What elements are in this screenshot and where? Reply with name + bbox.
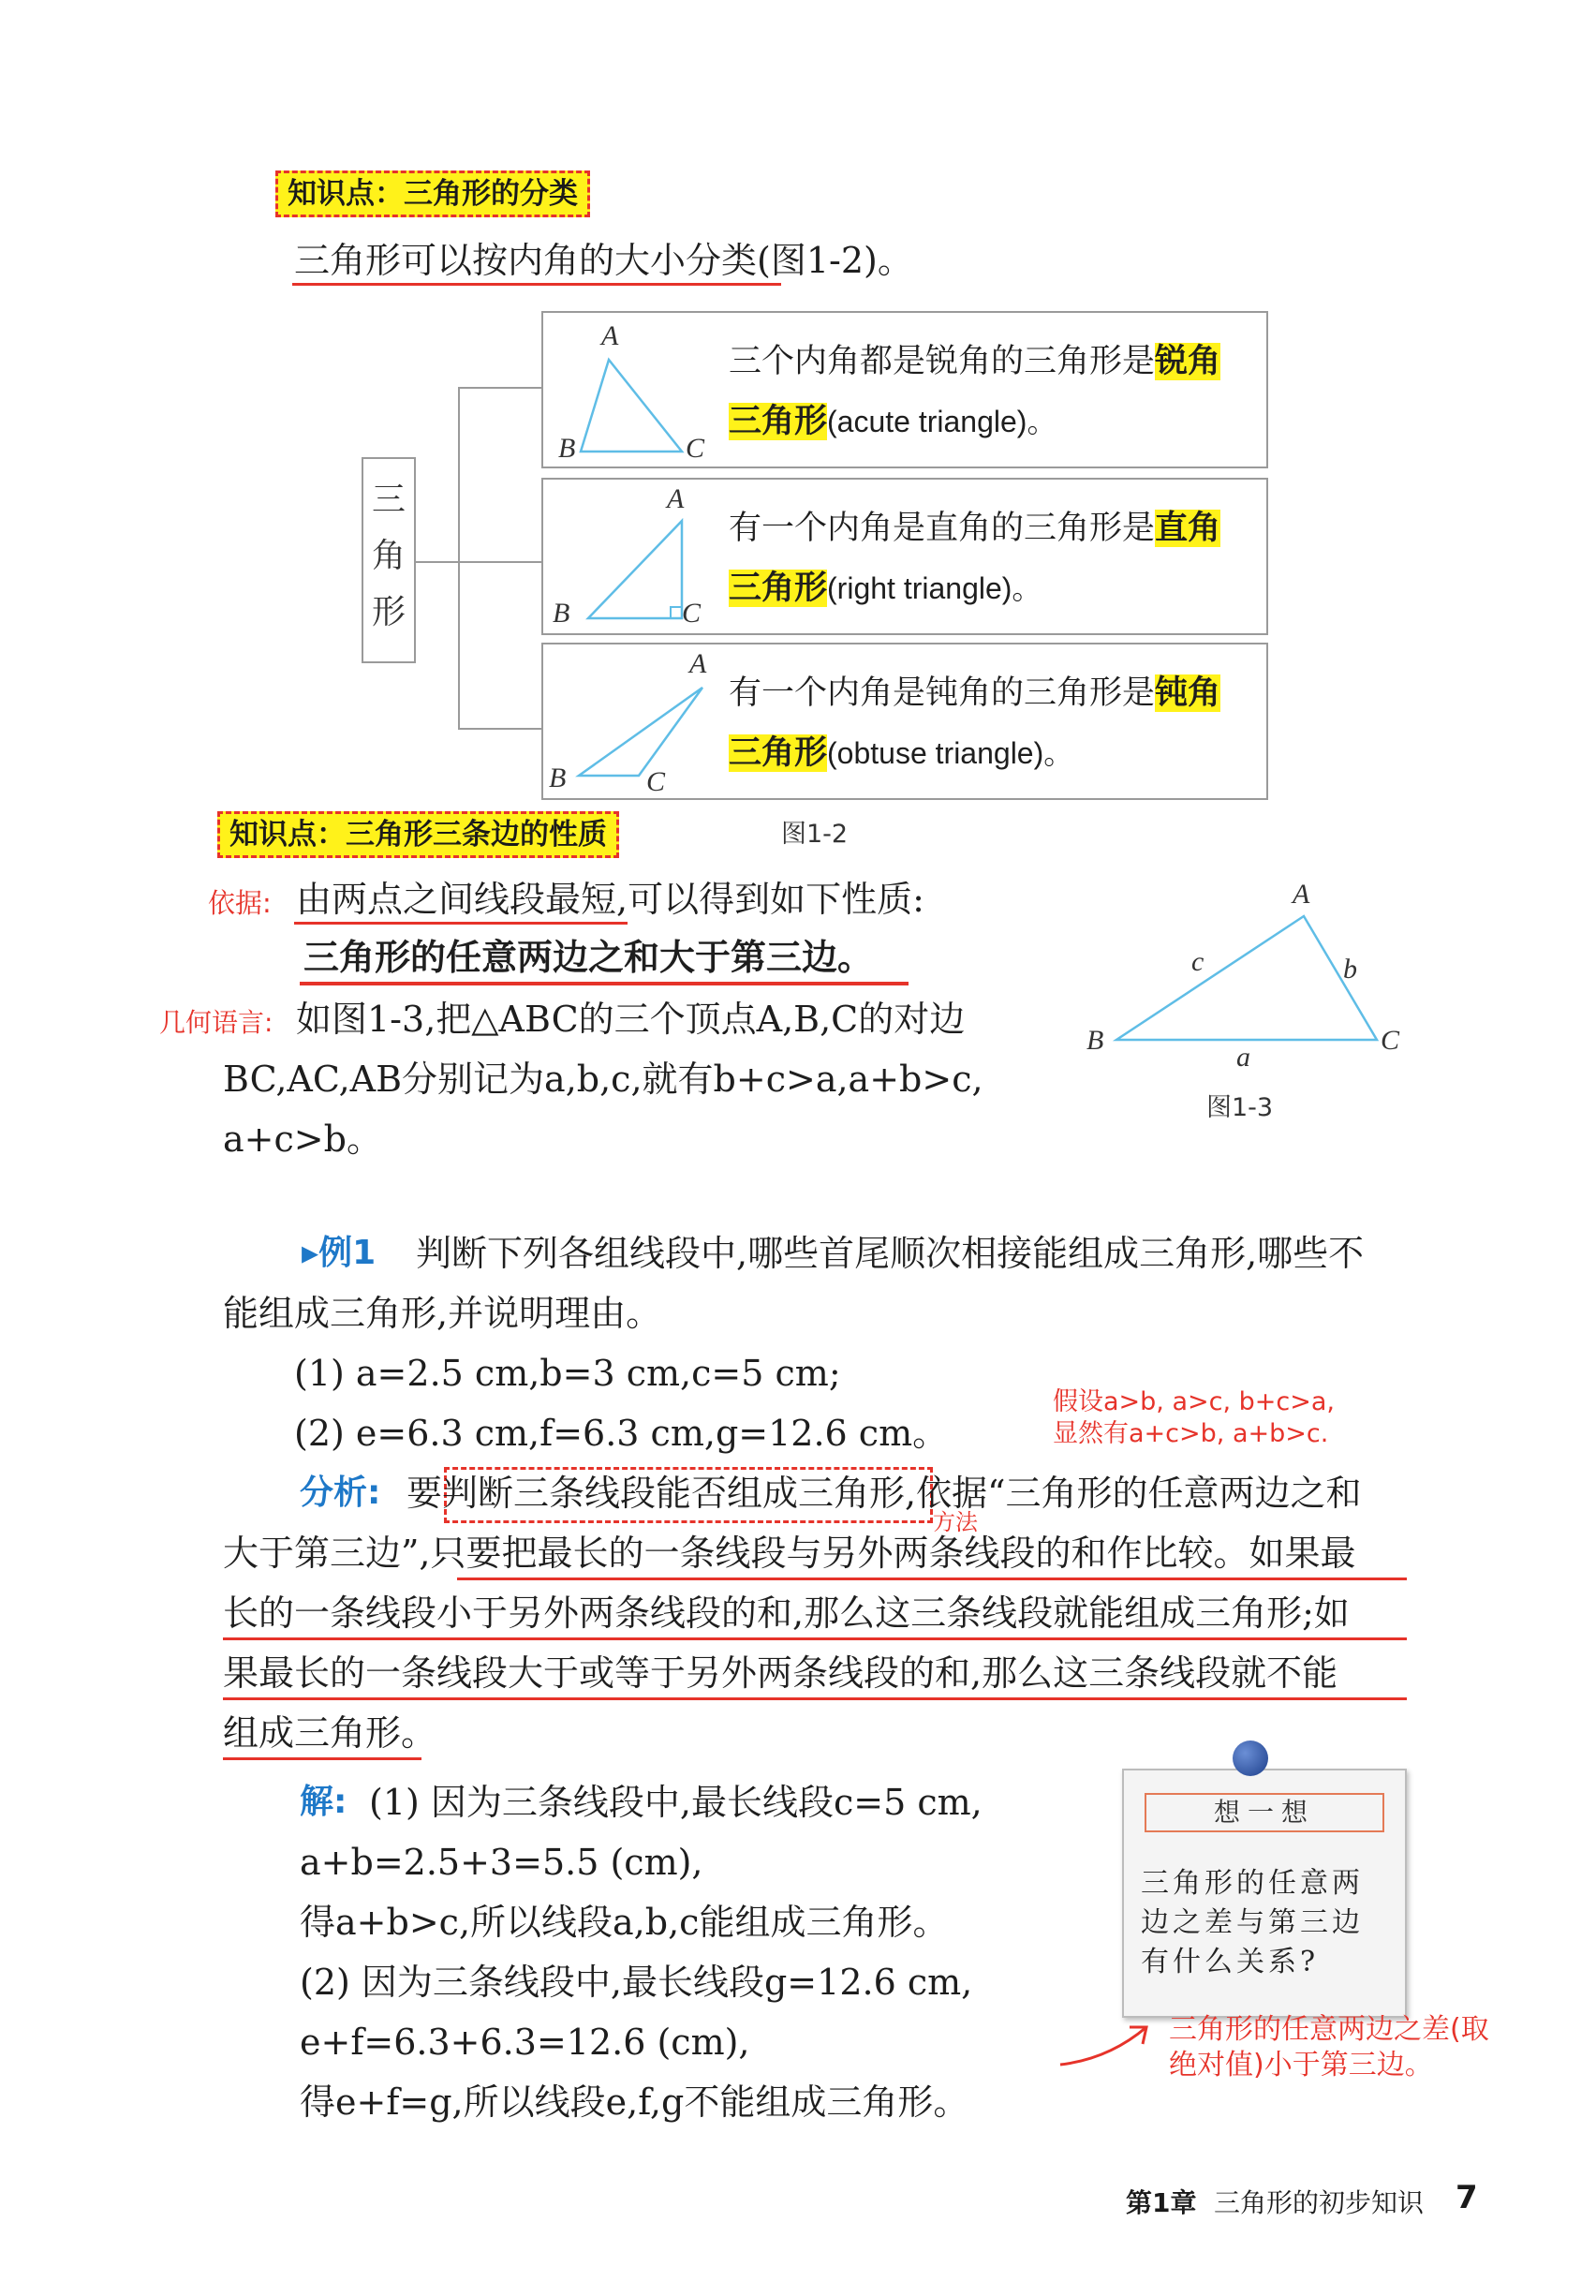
example-item-2: (2) e=6.3 cm,f=6.3 cm,g=12.6 cm。 bbox=[294, 1413, 949, 1454]
obtuse-vertex-b: B bbox=[549, 763, 567, 793]
analysis-line-3: 长的一条线段小于另外两条线段的和,那么这三条线段就能组成三角形;如 bbox=[223, 1592, 1350, 1634]
solution-line-1: (1) 因为三条线段中,最长线段c=5 cm, bbox=[369, 1782, 983, 1823]
solution-line-4: (2) 因为三条线段中,最长线段g=12.6 cm, bbox=[300, 1962, 973, 2003]
knowledge-point-classification: 知识点：三角形的分类 bbox=[275, 170, 590, 217]
tree-char-1: 三 bbox=[371, 481, 406, 519]
right-definition: 有一个内角是直角的三角形是 bbox=[729, 510, 1156, 547]
think-note-body: 三角形的任意两边之差与第三边有什么关系? bbox=[1141, 1867, 1364, 1978]
note-assume-2: 显然有a+c>b, a+b>c. bbox=[1053, 1419, 1329, 1448]
analysis-underline-4 bbox=[223, 1697, 1407, 1700]
analysis-tag: 分析: bbox=[300, 1474, 381, 1512]
analysis-underline-5 bbox=[223, 1757, 421, 1760]
obtuse-term-1: 钝角 bbox=[1155, 674, 1221, 712]
intro-underline bbox=[292, 283, 781, 286]
geometry-line-2: BC,AC,AB分别记为a,b,c,就有b+c>a,a+b>c, bbox=[223, 1059, 983, 1100]
basis-underline bbox=[294, 922, 628, 925]
acute-definition: 三个内角都是锐角的三角形是 bbox=[729, 343, 1156, 380]
figure-1-3-caption: 图1-3 bbox=[1206, 1093, 1274, 1122]
right-triangle-figure bbox=[581, 513, 693, 626]
think-note-title: 想一想 bbox=[1145, 1793, 1384, 1832]
obtuse-vertex-c: C bbox=[646, 766, 666, 797]
theorem-statement: 三角形的任意两边之和大于第三边。 bbox=[303, 937, 874, 978]
note-diff-2: 绝对值)小于第三边。 bbox=[1169, 2049, 1433, 2081]
tree-char-3: 形 bbox=[371, 593, 406, 631]
figure-1-3-triangle bbox=[1077, 899, 1424, 1049]
fig13-side-b: b bbox=[1343, 954, 1357, 985]
analysis-line-4: 果最长的一条线段大于或等于另外两条线段的和,那么这三条线段就不能 bbox=[223, 1652, 1338, 1694]
geometry-language-tag: 几何语言: bbox=[159, 1007, 273, 1038]
pushpin-icon bbox=[1233, 1741, 1268, 1776]
acute-english: (acute triangle)。 bbox=[827, 405, 1057, 438]
analysis-underline-2 bbox=[457, 1578, 1407, 1580]
analysis-line-1: 要判断三条线段能否组成三角形,依据“三角形的任意两边之和 bbox=[406, 1473, 1362, 1514]
obtuse-vertex-a: A bbox=[689, 648, 707, 679]
right-term-1: 直角 bbox=[1155, 510, 1221, 547]
fig13-side-c: c bbox=[1191, 946, 1204, 977]
obtuse-triangle-panel bbox=[541, 643, 1268, 800]
obtuse-term-2: 三角形 bbox=[729, 734, 828, 772]
acute-vertex-a: A bbox=[601, 320, 619, 351]
footer-chapter: 第1章 bbox=[1126, 2187, 1197, 2218]
acute-triangle-panel bbox=[541, 311, 1268, 468]
right-vertex-b: B bbox=[553, 598, 570, 629]
acute-vertex-b: B bbox=[558, 433, 576, 464]
arrow-icon bbox=[1053, 2014, 1156, 2070]
fig13-vertex-b: B bbox=[1086, 1025, 1104, 1056]
solution-tag: 解: bbox=[300, 1783, 347, 1821]
footer-title: 三角形的初步知识 bbox=[1214, 2187, 1425, 2218]
acute-term-1: 锐角 bbox=[1155, 343, 1221, 380]
analysis-line-2: 大于第三边”,只要把最长的一条线段与另外两条线段的和作比较。如果最 bbox=[223, 1533, 1356, 1574]
obtuse-english: (obtuse triangle)。 bbox=[827, 736, 1074, 770]
solution-line-2: a+b=2.5+3=5.5 (cm), bbox=[300, 1842, 703, 1883]
example-line-1: 判断下列各组线段中,哪些首尾顺次相接能组成三角形,哪些不 bbox=[416, 1233, 1365, 1274]
fig13-vertex-a: A bbox=[1293, 879, 1310, 910]
acute-vertex-c: C bbox=[686, 433, 705, 464]
example-tag: ▸例1 bbox=[302, 1234, 377, 1272]
note-method: 方法 bbox=[933, 1509, 978, 1535]
figure-1-2-caption: 图1-2 bbox=[781, 820, 849, 849]
tree-root-box bbox=[362, 457, 416, 663]
obtuse-triangle-figure bbox=[571, 682, 712, 785]
solution-line-3: 得a+b>c,所以线段a,b,c能组成三角形。 bbox=[300, 1902, 949, 1943]
knowledge-point-side-property: 知识点：三角形三条边的性质 bbox=[217, 811, 619, 858]
analysis-line-5: 组成三角形。 bbox=[223, 1712, 437, 1754]
think-about-it-note bbox=[1122, 1769, 1407, 2018]
right-term-2: 三角形 bbox=[729, 570, 828, 607]
right-vertex-a: A bbox=[667, 483, 685, 514]
solution-line-6: 得e+f=g,所以线段e,f,g不能组成三角形。 bbox=[300, 2081, 969, 2123]
note-diff-1: 三角形的任意两边之差(取 bbox=[1169, 2013, 1489, 2046]
tree-char-2: 角 bbox=[371, 537, 406, 575]
page-number: 7 bbox=[1456, 2179, 1478, 2216]
acute-triangle-figure bbox=[571, 350, 693, 463]
obtuse-definition: 有一个内角是钝角的三角形是 bbox=[729, 674, 1156, 712]
solution-line-5: e+f=6.3+6.3=12.6 (cm), bbox=[300, 2022, 750, 2063]
note-assume-1: 假设a>b, a>c, b+c>a, bbox=[1053, 1387, 1336, 1416]
geometry-line-1: 如图1-3,把△ABC的三个顶点A,B,C的对边 bbox=[296, 999, 966, 1040]
basis-tag: 依据: bbox=[208, 887, 272, 919]
fig13-vertex-c: C bbox=[1381, 1025, 1400, 1056]
right-english: (right triangle)。 bbox=[827, 571, 1042, 605]
right-triangle-panel bbox=[541, 478, 1268, 635]
geometry-line-3: a+c>b。 bbox=[223, 1118, 382, 1160]
example-item-1: (1) a=2.5 cm,b=3 cm,c=5 cm; bbox=[294, 1353, 841, 1394]
intro-text: 三角形可以按内角的大小分类(图1-2)。 bbox=[294, 240, 913, 281]
right-vertex-c: C bbox=[682, 598, 702, 629]
basis-text: 由两点之间线段最短,可以得到如下性质: bbox=[296, 879, 924, 920]
example-line-2: 能组成三角形,并说明理由。 bbox=[223, 1293, 662, 1334]
analysis-underline-3 bbox=[223, 1637, 1407, 1640]
acute-term-2: 三角形 bbox=[729, 403, 828, 440]
fig13-side-a: a bbox=[1236, 1042, 1250, 1073]
theorem-underline bbox=[300, 982, 909, 985]
